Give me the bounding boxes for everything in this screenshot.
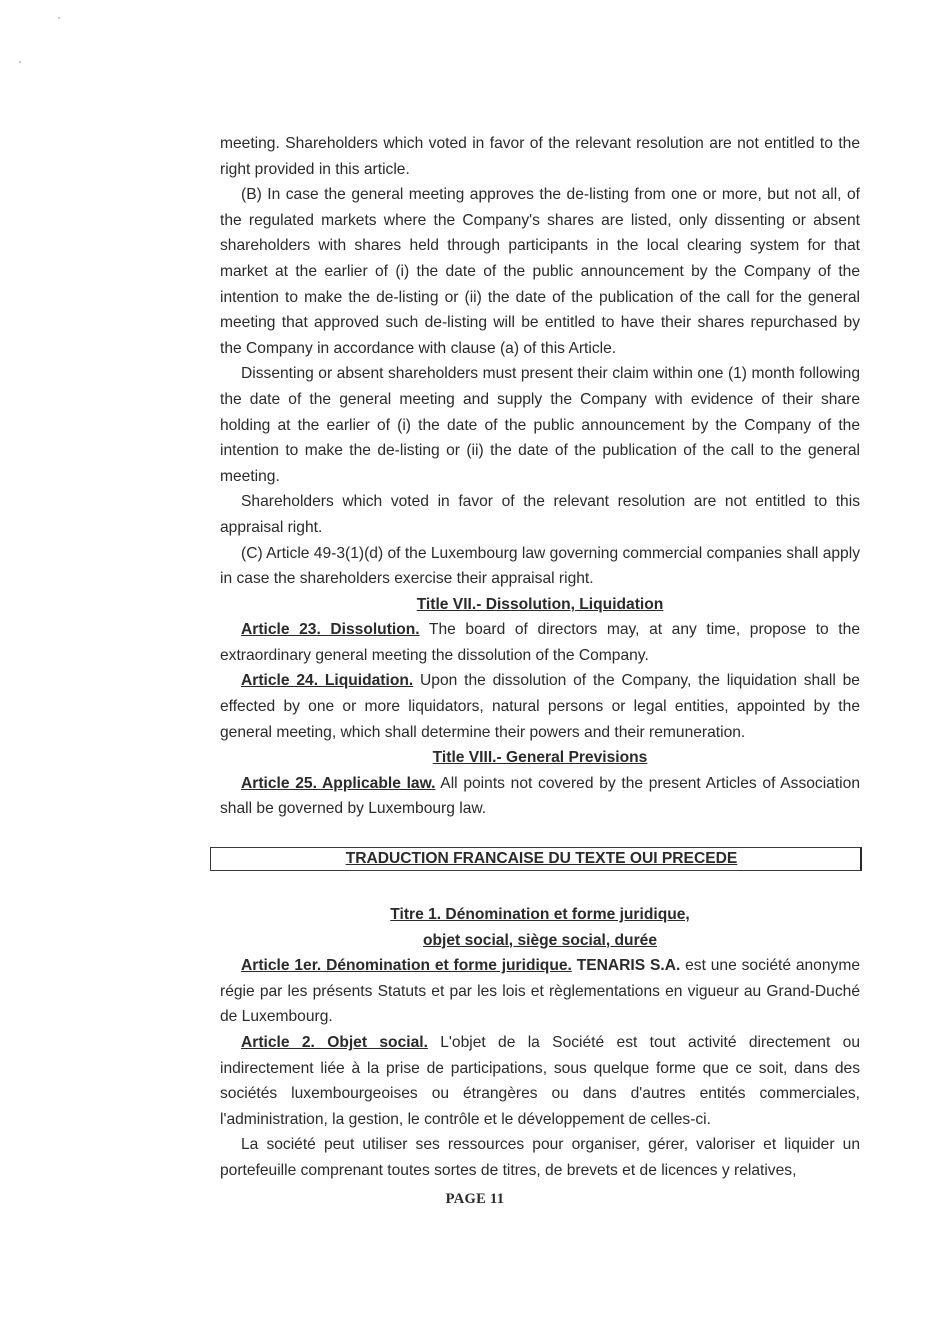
article-text: Upon the dissolution of the Company, the liquidation shall be effected by one or more liquidators, natural persons or legal entities, appointed by the general meeting, which shall determine their powers and their remuneration. xyxy=(220,672,860,741)
translation-banner xyxy=(210,847,862,871)
page-number: PAGE 11 xyxy=(445,1191,505,1207)
paragraph: La société peut utiliser ses ressources pour organiser, gérer, valoriser et liquider un portefeuille comprenant toutes sortes de titres, de brevets et de licences y relatives, xyxy=(220,1136,860,1179)
article-23 xyxy=(220,617,860,668)
fr-title-line2: objet social, siège social, durée xyxy=(423,931,657,949)
paragraph: (B) In case the general meeting approves the de-listing from one or more, but not all, of the regulated markets where the Company's shares are listed, only dissenting or absent shareholders with shares held through participants in the local clearing system for that market at the earlier of (i) the date of the public announcement by the Company of the intention to make the de-listing or (ii) the date of the publication of the call for the general meeting that approved such de-listing will be entitled to have their shares repurchased by the Company in accordance with clause (a) of this Article. xyxy=(220,186,860,357)
article-heading: Article 23. Dissolution. xyxy=(241,621,420,639)
article-24 xyxy=(220,668,860,745)
paragraph: (C) Article 49-3(1)(d) of the Luxembourg law governing commercial companies shall apply in case the shareholders exercise their appraisal right. xyxy=(220,544,860,588)
translation-banner-text: TRADUCTION FRANCAISE DU TEXTE OUI PRECEDE xyxy=(345,850,738,867)
article-text: est une société anonyme régie par les présents Statuts et par les lois et règlementations en vigueur au Grand-Duché de Luxembourg. xyxy=(220,957,860,1026)
article-text: L'objet de la Société est tout activité directement ou indirectement liée à la prise de participations, sous quelque forme que ce soit, dans des sociétés luxembourgeoises ou étrangères ou dans d'autres entités commerciales, l'administration, la gestion, le contrôle et le développement de celles-ci. xyxy=(220,1033,860,1128)
title-viii: Title VIII.- General Previsions xyxy=(432,749,648,767)
document-body-en xyxy=(220,131,860,822)
article-25 xyxy=(220,771,860,822)
paragraph: Shareholders which voted in favor of the relevant resolution are not entitled to this appraisal right. xyxy=(220,493,860,536)
article-heading: Article 24. Liquidation. xyxy=(241,672,414,690)
article-text: The board of directors may, at any time, propose to the extraordinary general meeting the dissolution of the Company. xyxy=(220,621,860,664)
article-heading: Article 2. Objet social. xyxy=(241,1033,428,1051)
scan-speck xyxy=(58,17,60,19)
scan-speck xyxy=(19,61,21,63)
fr-title-line1: Titre 1. Dénomination et forme juridique, xyxy=(390,906,690,923)
document-body-fr xyxy=(220,902,860,1184)
fr-article-1 xyxy=(220,953,860,1030)
paragraph: Dissenting or absent shareholders must present their claim within one (1) month following the date of the general meeting and supply the Company with evidence of their share holding at the earlier of (i) the date of the public announcement by the Company of the intention to make the de-listing or (ii) the date of the publication of the call to the general meeting. xyxy=(220,365,860,485)
title-vii: Title VII.- Dissolution, Liquidation xyxy=(416,595,664,613)
article-text: All points not covered by the present Articles of Association shall be governed by Luxembourg law. xyxy=(220,774,860,818)
fr-article-2 xyxy=(220,1030,860,1132)
article-heading: Article 25. Applicable law. xyxy=(241,774,436,792)
paragraph: meeting. Shareholders which voted in favor of the relevant resolution are not entitled to the right provided in this article. xyxy=(220,135,860,178)
company-name: TENARIS S.A. xyxy=(576,957,681,975)
article-heading: Article 1er. Dénomination et forme juridique. xyxy=(241,957,572,975)
